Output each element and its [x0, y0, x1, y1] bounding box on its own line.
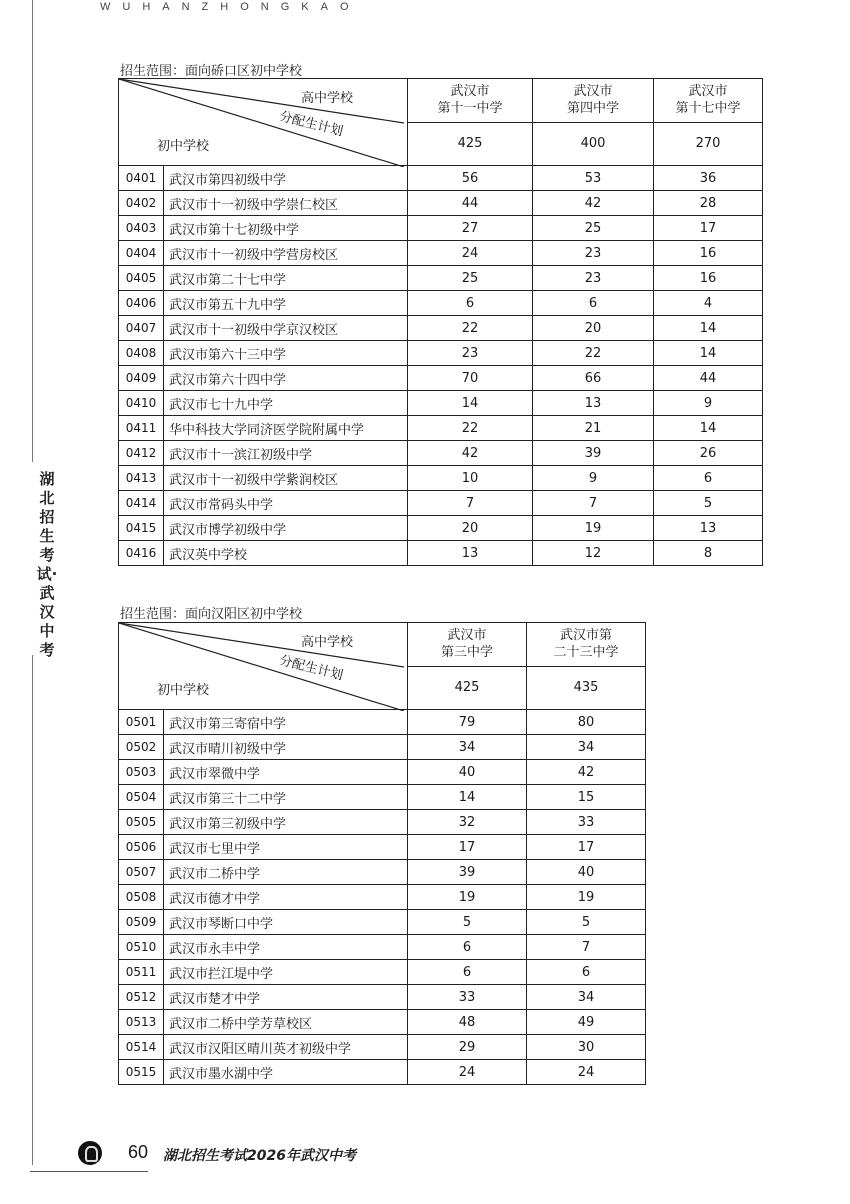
high-school-column-header: 武汉市 第四中学	[533, 79, 654, 123]
allocation-value: 80	[527, 710, 646, 735]
school-code: 0501	[119, 710, 164, 735]
quota-cell: 425	[408, 666, 527, 710]
allocation-value: 25	[408, 266, 533, 291]
high-school-column-header: 武汉市第 二十三中学	[527, 623, 646, 667]
allocation-value: 34	[408, 735, 527, 760]
allocation-value: 5	[527, 910, 646, 935]
table-row	[119, 316, 763, 341]
school-code: 0407	[119, 316, 164, 341]
school-code: 0404	[119, 241, 164, 266]
allocation-value: 6	[527, 960, 646, 985]
school-name: 武汉市第三寄宿中学	[164, 710, 408, 735]
school-name: 武汉市第四初级中学	[164, 166, 408, 191]
table-row	[119, 835, 646, 860]
school-name: 武汉市楚才中学	[164, 985, 408, 1010]
allocation-value: 42	[527, 760, 646, 785]
allocation-value: 13	[533, 391, 654, 416]
allocation-value: 16	[654, 241, 763, 266]
school-name: 武汉市汉阳区晴川英才初级中学	[164, 1035, 408, 1060]
table-row	[119, 291, 763, 316]
school-code: 0401	[119, 166, 164, 191]
allocation-value: 44	[654, 366, 763, 391]
allocation-value: 10	[408, 466, 533, 491]
high-school-column-header: 武汉市 第三中学	[408, 623, 527, 667]
allocation-value: 17	[527, 835, 646, 860]
table-row	[119, 241, 763, 266]
allocation-value: 53	[533, 166, 654, 191]
school-code: 0509	[119, 910, 164, 935]
table-caption: 招生范围：面向硚口区初中学校	[120, 64, 303, 79]
school-name: 华中科技大学同济医学院附属中学	[164, 416, 408, 441]
allocation-value: 20	[533, 316, 654, 341]
allocation-value: 34	[527, 735, 646, 760]
school-code: 0406	[119, 291, 164, 316]
school-code: 0515	[119, 1060, 164, 1085]
table-row	[119, 735, 646, 760]
allocation-value: 17	[408, 835, 527, 860]
school-code: 0415	[119, 516, 164, 541]
allocation-value: 28	[654, 191, 763, 216]
allocation-value: 27	[408, 216, 533, 241]
diagonal-header-cell	[119, 79, 408, 166]
allocation-value: 79	[408, 710, 527, 735]
table-row	[119, 785, 646, 810]
allocation-value: 40	[408, 760, 527, 785]
allocation-value: 23	[533, 266, 654, 291]
allocation-value: 56	[408, 166, 533, 191]
school-name: 武汉市十一初级中学紫润校区	[164, 466, 408, 491]
school-name: 武汉市琴断口中学	[164, 910, 408, 935]
school-code: 0504	[119, 785, 164, 810]
school-name: 武汉市十一初级中学京汉校区	[164, 316, 408, 341]
page-number: 60	[128, 1142, 149, 1162]
school-code: 0409	[119, 366, 164, 391]
school-name: 武汉市墨水湖中学	[164, 1060, 408, 1085]
table-caption: 招生范围：面向汉阳区初中学校	[120, 607, 303, 622]
school-name: 武汉市拦江堤中学	[164, 960, 408, 985]
allocation-value: 15	[527, 785, 646, 810]
allocation-value: 5	[408, 910, 527, 935]
school-code: 0508	[119, 885, 164, 910]
allocation-value: 22	[408, 416, 533, 441]
table-row	[119, 710, 646, 735]
school-code: 0403	[119, 216, 164, 241]
allocation-value: 4	[654, 291, 763, 316]
allocation-value: 14	[654, 341, 763, 366]
allocation-value: 44	[408, 191, 533, 216]
table-row	[119, 985, 646, 1010]
table-row	[119, 1035, 646, 1060]
diagonal-header-cell	[119, 623, 408, 710]
allocation-value: 34	[527, 985, 646, 1010]
allocation-value: 6	[533, 291, 654, 316]
junior-school-label: 初中学校	[157, 139, 210, 154]
table-row	[119, 1060, 646, 1085]
allocation-value: 5	[654, 491, 763, 516]
quota-cell: 435	[527, 666, 646, 710]
school-name: 武汉英中学校	[164, 541, 408, 566]
allocation-value: 6	[408, 960, 527, 985]
school-name: 武汉市第三十二中学	[164, 785, 408, 810]
school-code: 0510	[119, 935, 164, 960]
allocation-value: 23	[533, 241, 654, 266]
table-row	[119, 216, 763, 241]
allocation-value: 66	[533, 366, 654, 391]
allocation-value: 49	[527, 1010, 646, 1035]
school-name: 武汉市德才中学	[164, 885, 408, 910]
allocation-value: 33	[408, 985, 527, 1010]
allocation-value: 29	[408, 1035, 527, 1060]
table-row	[119, 491, 763, 516]
allocation-value: 16	[654, 266, 763, 291]
table-row	[119, 516, 763, 541]
school-code: 0408	[119, 341, 164, 366]
table-row	[119, 341, 763, 366]
allocation-value: 14	[408, 785, 527, 810]
school-code: 0416	[119, 541, 164, 566]
allocation-value: 24	[527, 1060, 646, 1085]
allocation-value: 9	[533, 466, 654, 491]
school-name: 武汉市第二十七中学	[164, 266, 408, 291]
school-code: 0503	[119, 760, 164, 785]
allocation-value: 12	[533, 541, 654, 566]
allocation-value: 24	[408, 241, 533, 266]
school-name: 武汉市七十九中学	[164, 391, 408, 416]
high-school-column-header: 武汉市 第十七中学	[654, 79, 763, 123]
allocation-value: 17	[654, 216, 763, 241]
school-code: 0410	[119, 391, 164, 416]
footer-rule	[30, 1171, 148, 1172]
table-row	[119, 810, 646, 835]
school-code: 0514	[119, 1035, 164, 1060]
allocation-value: 23	[408, 341, 533, 366]
school-name: 武汉市永丰中学	[164, 935, 408, 960]
high-school-label: 高中学校	[301, 635, 354, 650]
school-code: 0502	[119, 735, 164, 760]
allocation-value: 25	[533, 216, 654, 241]
allocation-table	[118, 622, 646, 1085]
allocation-value: 48	[408, 1010, 527, 1035]
plan-label: 分配生计划	[277, 653, 345, 684]
school-name: 武汉市十一初级中学营房校区	[164, 241, 408, 266]
allocation-value: 9	[654, 391, 763, 416]
school-name: 武汉市二桥中学芳草校区	[164, 1010, 408, 1035]
allocation-value: 26	[654, 441, 763, 466]
table-row	[119, 391, 763, 416]
school-code: 0411	[119, 416, 164, 441]
allocation-value: 39	[533, 441, 654, 466]
table-row	[119, 166, 763, 191]
school-code: 0507	[119, 860, 164, 885]
school-code: 0405	[119, 266, 164, 291]
allocation-value: 42	[408, 441, 533, 466]
high-school-label: 高中学校	[301, 91, 354, 106]
allocation-value: 22	[408, 316, 533, 341]
allocation-value: 19	[533, 516, 654, 541]
allocation-value: 7	[527, 935, 646, 960]
table-row	[119, 416, 763, 441]
table-row	[119, 760, 646, 785]
allocation-value: 7	[408, 491, 533, 516]
school-name: 武汉市常码头中学	[164, 491, 408, 516]
school-code: 0505	[119, 810, 164, 835]
school-name: 武汉市第六十三中学	[164, 341, 408, 366]
table-row	[119, 910, 646, 935]
table-row	[119, 960, 646, 985]
quota-cell: 425	[408, 122, 533, 166]
quota-cell: 400	[533, 122, 654, 166]
school-code: 0413	[119, 466, 164, 491]
allocation-value: 30	[527, 1035, 646, 1060]
school-name: 武汉市十一滨江初级中学	[164, 441, 408, 466]
table-row	[119, 860, 646, 885]
table-row	[119, 541, 763, 566]
allocation-value: 24	[408, 1060, 527, 1085]
allocation-value: 32	[408, 810, 527, 835]
allocation-value: 6	[408, 291, 533, 316]
table-row	[119, 366, 763, 391]
allocation-value: 40	[527, 860, 646, 885]
allocation-value: 22	[533, 341, 654, 366]
allocation-value: 36	[654, 166, 763, 191]
school-code: 0402	[119, 191, 164, 216]
publication-title: 湖北招生考试2026年武汉中考	[163, 1148, 356, 1164]
school-name: 武汉市十一初级中学崇仁校区	[164, 191, 408, 216]
table-row	[119, 1010, 646, 1035]
margin-rule	[32, 0, 33, 462]
school-name: 武汉市七里中学	[164, 835, 408, 860]
table-row	[119, 266, 763, 291]
table-row	[119, 441, 763, 466]
school-code: 0412	[119, 441, 164, 466]
school-code: 0513	[119, 1010, 164, 1035]
school-name: 武汉市翠微中学	[164, 760, 408, 785]
school-name: 武汉市第六十四中学	[164, 366, 408, 391]
allocation-value: 13	[408, 541, 533, 566]
allocation-value: 8	[654, 541, 763, 566]
allocation-value: 20	[408, 516, 533, 541]
table-row	[119, 935, 646, 960]
table-row	[119, 885, 646, 910]
junior-school-label: 初中学校	[157, 683, 210, 698]
table-row	[119, 191, 763, 216]
allocation-value: 13	[654, 516, 763, 541]
table-row	[119, 466, 763, 491]
school-code: 0511	[119, 960, 164, 985]
school-code: 0506	[119, 835, 164, 860]
school-code: 0512	[119, 985, 164, 1010]
allocation-value: 19	[408, 885, 527, 910]
allocation-value: 14	[408, 391, 533, 416]
margin-rule	[32, 655, 33, 1165]
school-name: 武汉市第十七初级中学	[164, 216, 408, 241]
school-name: 武汉市第三初级中学	[164, 810, 408, 835]
logo-icon	[78, 1141, 102, 1165]
school-code: 0414	[119, 491, 164, 516]
allocation-value: 42	[533, 191, 654, 216]
allocation-value: 6	[654, 466, 763, 491]
plan-label: 分配生计划	[277, 109, 345, 140]
allocation-value: 33	[527, 810, 646, 835]
side-title: 湖北招生考试·武汉中考	[36, 470, 58, 659]
allocation-table	[118, 78, 763, 566]
school-name: 武汉市第五十九中学	[164, 291, 408, 316]
allocation-value: 14	[654, 316, 763, 341]
allocation-value: 21	[533, 416, 654, 441]
allocation-value: 6	[408, 935, 527, 960]
allocation-value: 7	[533, 491, 654, 516]
allocation-value: 70	[408, 366, 533, 391]
allocation-value: 39	[408, 860, 527, 885]
allocation-value: 14	[654, 416, 763, 441]
quota-cell: 270	[654, 122, 763, 166]
school-name: 武汉市博学初级中学	[164, 516, 408, 541]
school-name: 武汉市晴川初级中学	[164, 735, 408, 760]
running-header: WUHANZHONGKAO	[100, 1, 361, 13]
school-name: 武汉市二桥中学	[164, 860, 408, 885]
allocation-value: 19	[527, 885, 646, 910]
high-school-column-header: 武汉市 第十一中学	[408, 79, 533, 123]
